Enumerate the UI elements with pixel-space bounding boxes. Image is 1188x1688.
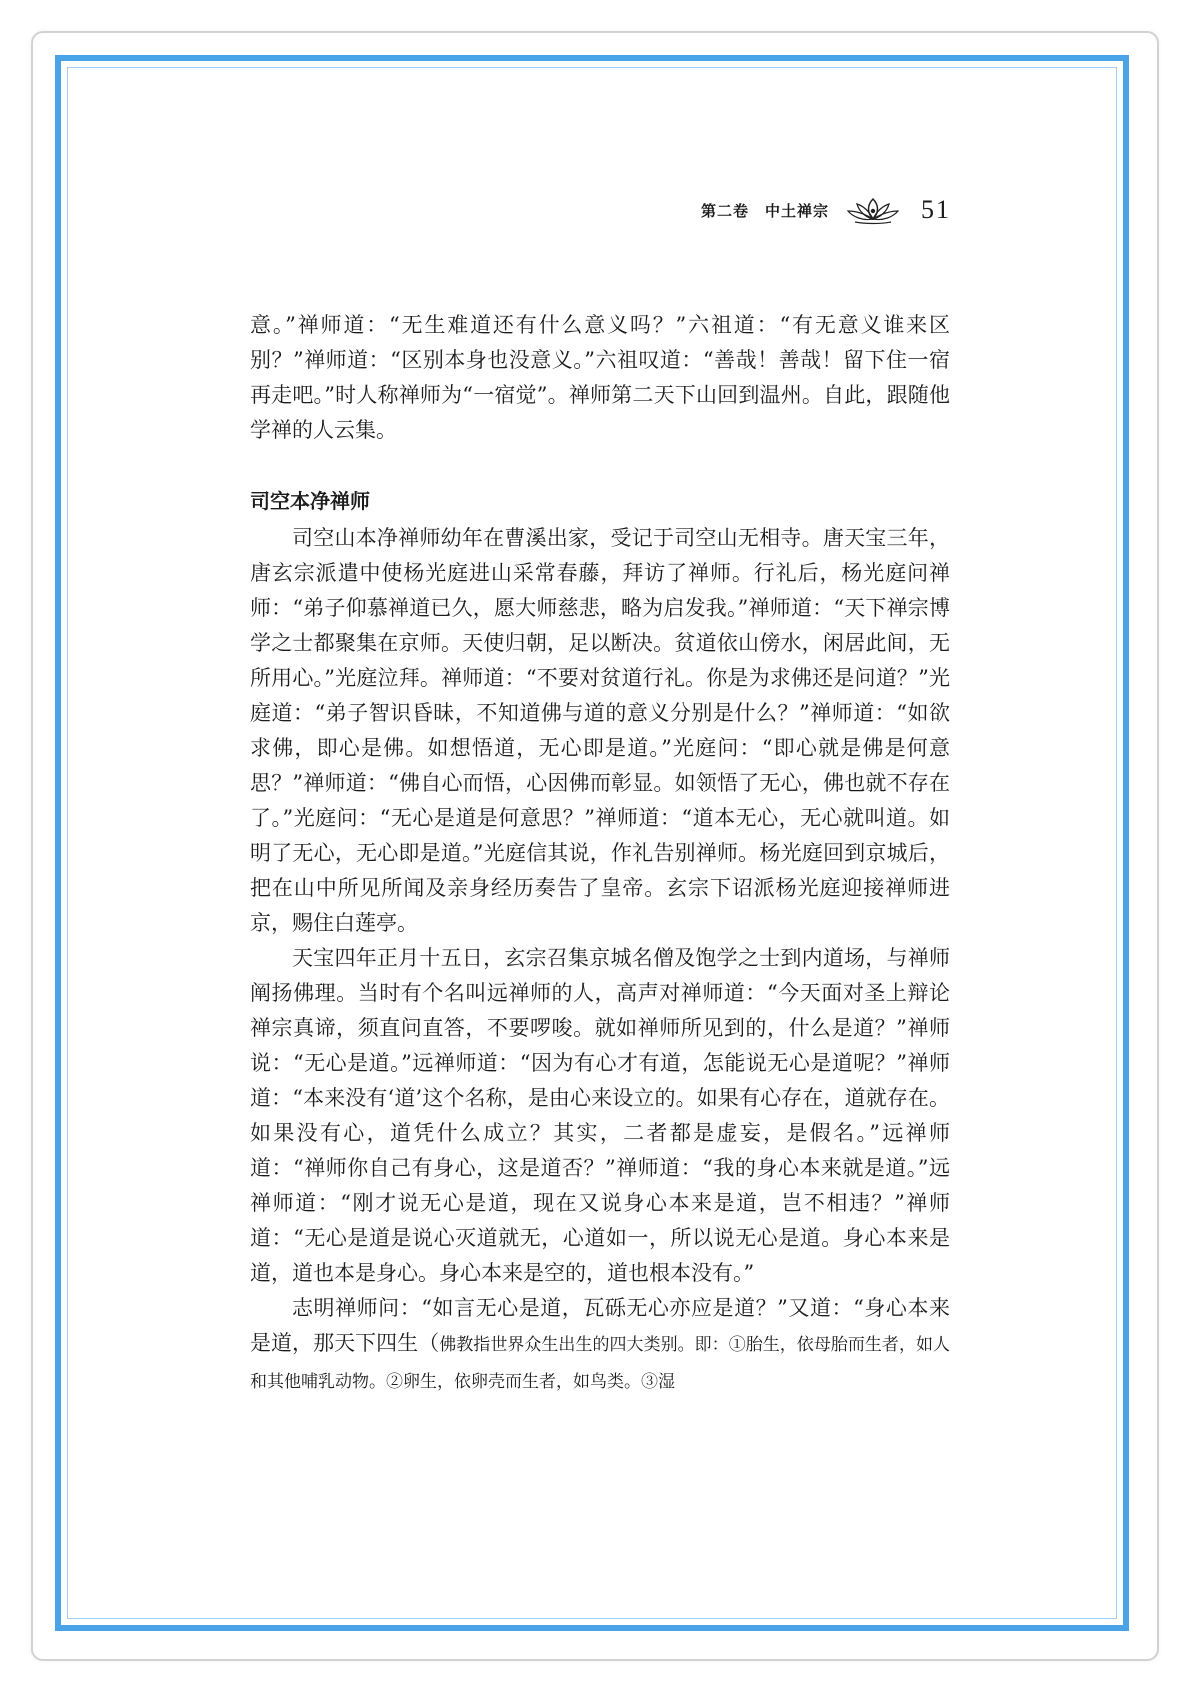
paragraph-text: 志明禅师问：“如言无心是道，瓦砾无心亦应是道？”又道：“身心本来是道，那天下四生（: [250, 1296, 950, 1355]
paragraph: 天宝四年正月十五日，玄宗召集京城名僧及饱学之士到内道场，与禅师阐扬佛理。当时有个名叫远禅师的人，高声对禅师道：“今天面对圣上辩论禅宗真谛，须直问直答，不要啰唆。就如禅师所见到的，什么是道？”禅师说：“无心是道。”远禅师道：“因为有心才有道，怎能说无心是道呢？”禅师道：“本来没有‘道’这个名称，是由心来设立的。如果有心存在，道就存在。如果没有心，道凭什么成立？其实，二者都是虚妄，是假名。”远禅师道：“禅师你自己有身心，这是道否？”禅师道：“我的身心本来就是道。”远禅师道：“刚才说无心是道，现在又说身心本来是道，岂不相违？”禅师道：“无心是道是说心灭道就无，心道如一，所以说无心是道。身心本来是道，道也本是身心。身心本来是空的，道也根本没有。”: [250, 946, 950, 1285]
inline-annotation: 佛教指世界众生出生的四大类别。即：①胎生，依母胎而生者，如人和其他哺乳动物。②卵生，依卵壳而生者，如鸟类。③湿: [250, 1335, 951, 1392]
paragraph-continuation: 意。”禅师道：“无生难道还有什么意义吗？”六祖道：“有无意义谁来区别？”禅师道：“区别本身也没意义。”六祖叹道：“善哉！善哉！留下住一宿再走吧。”时人称禅师为“一宿觉”。禅师第二天下山回到温州。自此，跟随他学禅的人云集。: [250, 313, 950, 442]
page-body: [250, 308, 950, 1400]
running-header: [701, 190, 951, 230]
section-label: 中土禅宗: [764, 201, 829, 220]
volume-label: 第二卷: [700, 201, 749, 220]
section-heading: 司空本净禅师: [250, 489, 370, 513]
paragraph-with-note: [250, 1291, 950, 1400]
lotus-icon: [845, 195, 901, 225]
paragraph: 司空山本净禅师幼年在曹溪出家，受记于司空山无相寺。唐天宝三年，唐玄宗派遣中使杨光庭进山采常春藤，拜访了禅师。行礼后，杨光庭问禅师：“弟子仰慕禅道已久，愿大师慈悲，略为启发我。”禅师道：“天下禅宗博学之士都聚集在京师。天使归朝，足以断决。贫道依山傍水，闲居此间，无所用心。”光庭泣拜。禅师道：“不要对贫道行礼。你是为求佛还是问道？”光庭道：“弟子智识昏昧，不知道佛与道的意义分别是什么？”禅师道：“如欲求佛，即心是佛。如想悟道，无心即是道。”光庭问：“即心就是佛是何意思？”禅师道：“佛自心而悟，心因佛而彰显。如领悟了无心，佛也就不存在了。”光庭问：“无心是道是何意思？”禅师道：“道本无心，无心就叫道。如明了无心，无心即是道。”光庭信其说，作礼告别禅师。杨光庭回到京城后，把在山中所见所闻及亲身经历奏告了皇帝。玄宗下诏派杨光庭迎接禅师进京，赐住白莲亭。: [250, 526, 950, 935]
page-number: 51: [921, 195, 951, 224]
